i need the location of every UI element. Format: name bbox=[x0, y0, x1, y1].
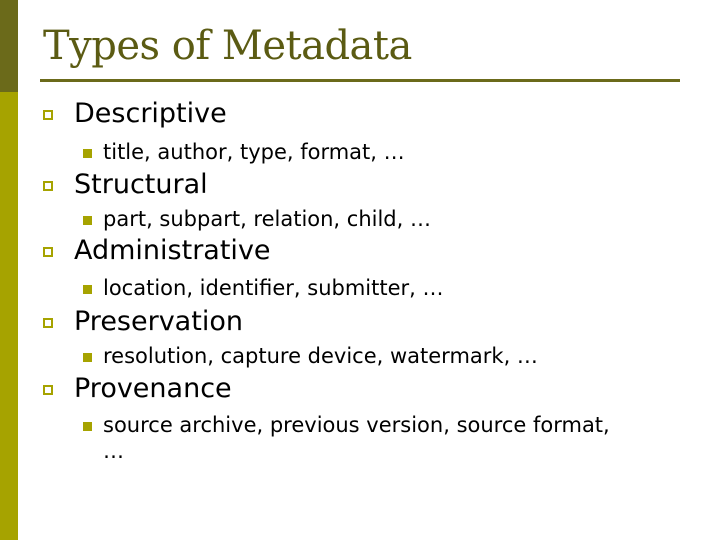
filled-square-bullet-icon bbox=[83, 285, 92, 294]
hollow-square-bullet-icon bbox=[43, 318, 53, 328]
sub-bullet-text: part, subpart, relation, child, … bbox=[103, 207, 431, 231]
bullet-label: Descriptive bbox=[74, 98, 227, 129]
bullet-label: Structural bbox=[74, 169, 208, 200]
hollow-square-bullet-icon bbox=[43, 385, 53, 395]
filled-square-bullet-icon bbox=[83, 353, 92, 362]
filled-square-bullet-icon bbox=[83, 149, 92, 158]
hollow-square-bullet-icon bbox=[43, 181, 53, 191]
slide-title: Types of Metadata bbox=[43, 23, 412, 69]
hollow-square-bullet-icon bbox=[43, 247, 53, 257]
bullet-label: Provenance bbox=[74, 373, 232, 404]
sub-bullet-text: source archive, previous version, source format, … bbox=[103, 413, 610, 463]
bullet-label: Preservation bbox=[74, 306, 243, 337]
filled-square-bullet-icon bbox=[83, 422, 92, 431]
bullet-label: Administrative bbox=[74, 235, 271, 266]
filled-square-bullet-icon bbox=[83, 216, 92, 225]
sub-bullet-text: resolution, capture device, watermark, … bbox=[103, 344, 538, 368]
sub-bullet-text: location, identifier, submitter, … bbox=[103, 276, 444, 300]
hollow-square-bullet-icon bbox=[43, 110, 53, 120]
sub-bullet-text: title, author, type, format, … bbox=[103, 140, 405, 164]
